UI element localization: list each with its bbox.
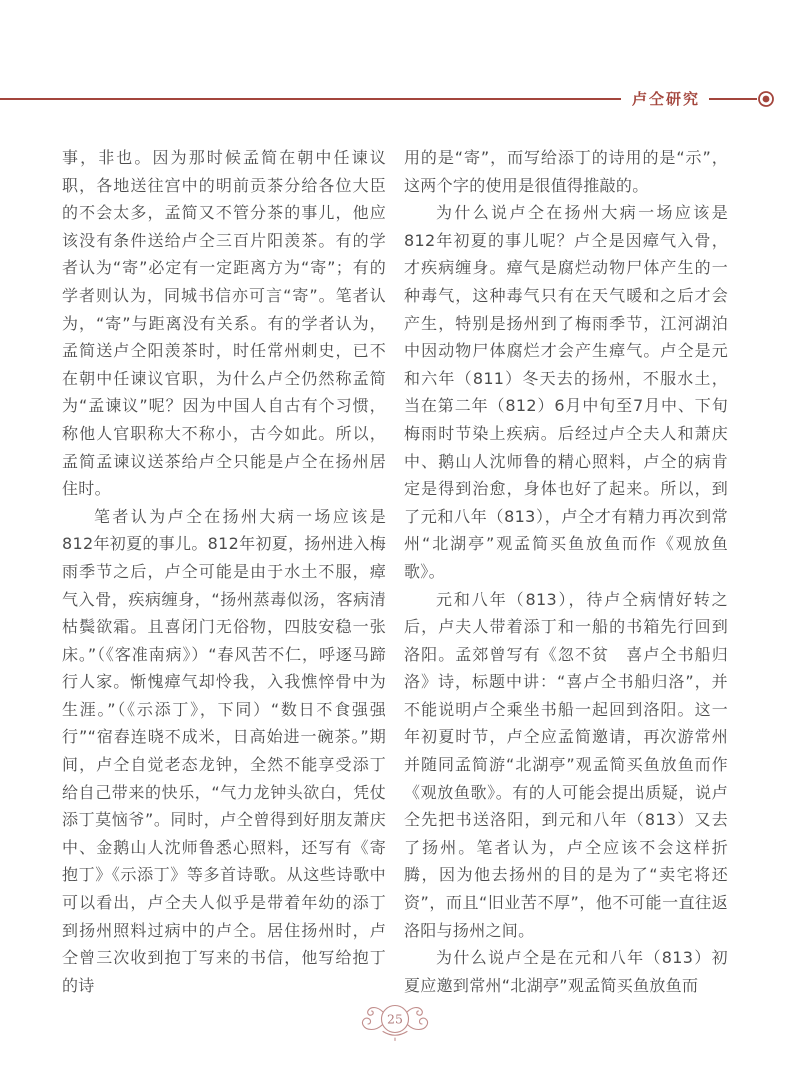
flourish-ornament	[350, 998, 440, 1046]
left-column	[62, 144, 386, 999]
page-footer	[0, 998, 789, 1046]
header-rule-right	[709, 98, 757, 100]
body-paragraph: 用的是“寄”，而写给添丁的诗用的是“示”，这两个字的使用是很值得推敲的。	[404, 148, 728, 195]
page-number: 25	[386, 1011, 403, 1027]
body-paragraph: 笔者认为卢仝在扬州大病一场应该是812年初夏的事儿。812年初夏，扬州进入梅雨季节之后，卢仝可能是由于水土不服，瘴气入骨，疾病缠身，“扬州蒸毒似汤，客病清枯鬓欲霜。且喜闭门无俗物，四肢安稳一张床。”（《客准南病》）“春风苦不仁，呼逐马蹄行人家。惭愧瘴气却怜我，入我憔悴骨中为生涯。”（《示添丁》，下同）“数日不食强强行”“宿舂连晓不成米，日高始进一碗茶。”期间，卢仝自觉老态龙钟，全然不能享受添丁给自己带来的快乐，“气力龙钟头欲白，凭仗添丁莫恼爷”。同时，卢仝曾得到好朋友萧庆中、金鹅山人沈师鲁悉心照料，还写有《寄抱丁》《示添丁》等多首诗歌。从这些诗歌中可以看出，卢仝夫人似乎是带着年幼的添丁到扬州照料过病中的卢仝。居住扬州时，卢仝曾三次收到抱丁写来的书信，他写给抱丁的诗	[62, 506, 386, 995]
bullseye-icon	[757, 90, 775, 108]
body-paragraph: 元和八年（813），待卢仝病情好转之后，卢夫人带着添丁和一船的书箱先行回到洛阳。孟郊曾写有《忽不贫 喜卢仝书船归洛》诗，标题中讲：“喜卢仝书船归洛”，并不能说明卢仝乘坐书船一起回到洛阳。这一年初夏时节，卢仝应孟简邀请，再次游常州并随同孟简游“北湖亭”观孟简买鱼放鱼而作《观放鱼歌》。有的人可能会提出质疑，说卢仝先把书送洛阳，到元和八年（813）又去了扬州。笔者认为，卢仝应该不会这样折腾，因为他去扬州的目的是为了“卖宅将还资”，而且“旧业苦不厚”，他不可能一直往返洛阳与扬州之间。	[404, 589, 728, 940]
header-rule-left	[0, 98, 621, 100]
running-head	[0, 90, 775, 108]
section-title: 卢仝研究	[631, 90, 700, 108]
body-paragraph: 为什么说卢仝是在元和八年（813）初夏应邀到常州“北湖亭”观孟简买鱼放鱼而	[404, 948, 728, 995]
article-body	[62, 144, 728, 999]
body-paragraph: 事，非也。因为那时候孟简在朝中任谏议职，各地送往宫中的明前贡茶分给各位大臣的不会太多，孟简又不管分茶的事儿，他应该没有条件送给卢仝三百片阳羡茶。有的学者认为“寄”必定有一定距离方为“寄”；有的学者则认为，同城书信亦可言“寄”。笔者认为，“寄”与距离没有关系。有的学者认为，孟简送卢仝阳羡茶时，时任常州刺史，已不在朝中任谏议官职，为什么卢仝仍然称孟简为“孟谏议”呢？因为中国人自古有个习惯，称他人官职称大不称小，古今如此。所以，孟简孟谏议送茶给卢仝只能是卢仝在扬州居住时。	[62, 148, 386, 499]
body-paragraph: 为什么说卢仝在扬州大病一场应该是812年初夏的事儿呢？卢仝是因瘴气入骨，才疾病缠身。瘴气是腐烂动物尸体产生的一种毒气，这种毒气只有在天气暖和之后才会产生，特别是扬州到了梅雨季节，江河湖泊中因动物尸体腐烂才会产生瘴气。卢仝是元和六年（811）冬天去的扬州，不服水土，当在第二年（812）6月中旬至7月中、下旬梅雨时节染上疾病。后经过卢仝夫人和萧庆中、鹅山人沈师鲁的精心照料，卢仝的病肯定是得到治愈，身体也好了起来。所以，到了元和八年（813），卢仝才有精力再次到常州“北湖亭”观孟简买鱼放鱼而作《观放鱼歌》。	[404, 203, 728, 581]
right-column	[404, 144, 728, 999]
